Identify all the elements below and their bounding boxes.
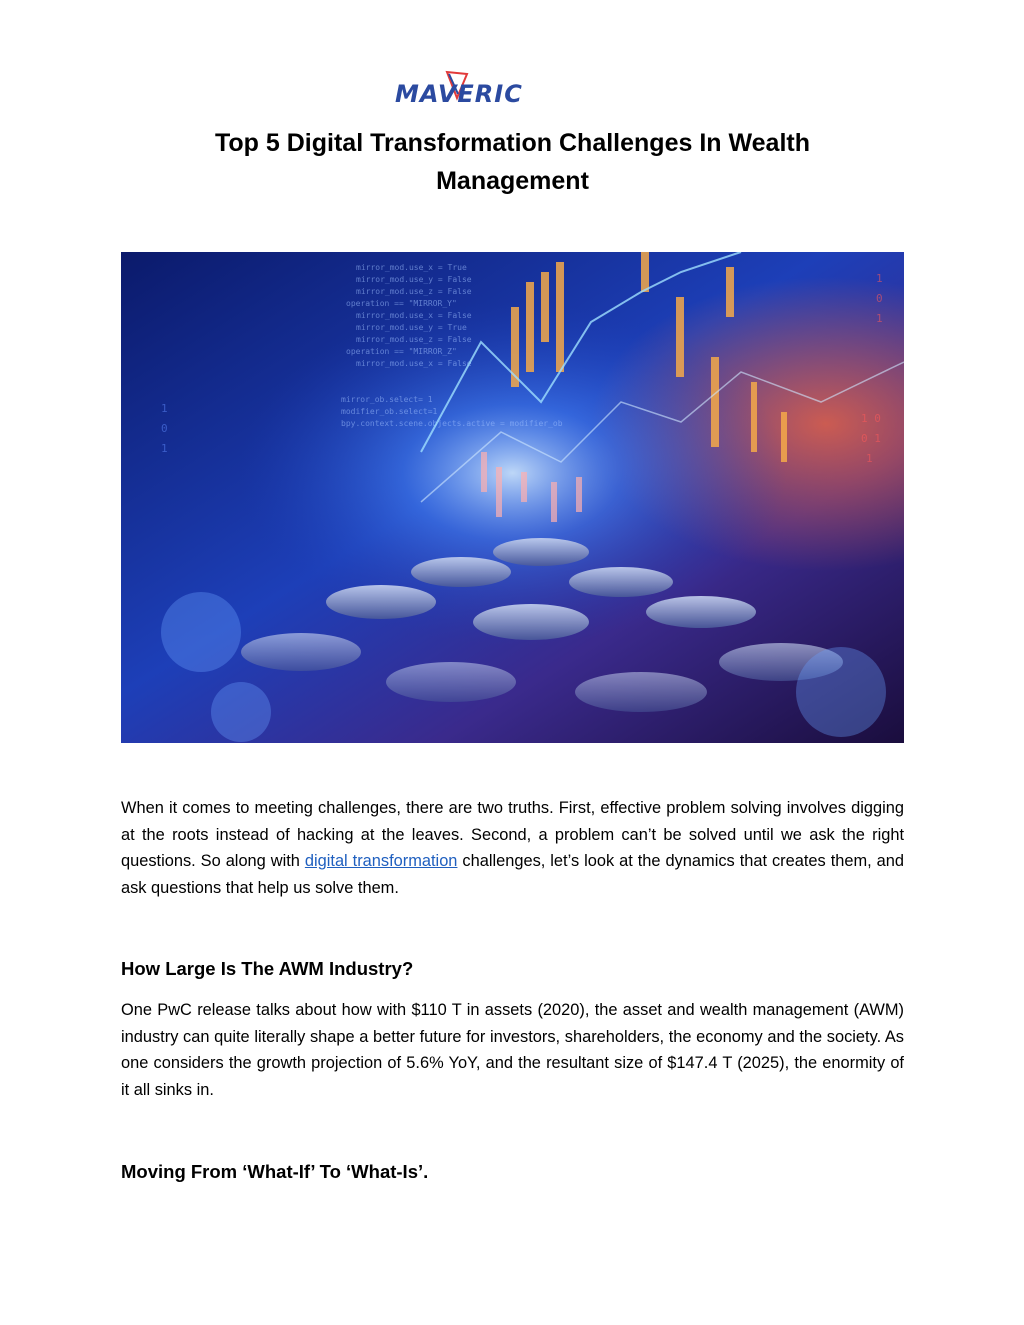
- svg-text:mirror_mod.use_z = False: mirror_mod.use_z = False: [356, 335, 472, 344]
- intro-paragraph: [121, 795, 904, 901]
- svg-text:mirror_mod.use_x = False: mirror_mod.use_x = False: [356, 359, 472, 368]
- svg-text:mirror_mod.use_y = False: mirror_mod.use_y = False: [356, 275, 472, 284]
- page-title-line2: Management: [436, 167, 589, 195]
- awm-industry-paragraph: One PwC release talks about how with $110 T in assets (2020), the asset and wealth management (AWM) industry can quite literally shape a better future for investors, shareholders, the economy and the society. As one considers the growth projection of 5.6% YoY, and the resultant size of $147.4 T (2025), the enormity of it all sinks in.: [121, 1001, 904, 1099]
- svg-text:1: 1: [876, 312, 883, 325]
- svg-text:mirror_mod.use_z = False: mirror_mod.use_z = False: [356, 287, 472, 296]
- svg-text:0: 0: [876, 292, 883, 305]
- svg-text:1: 1: [876, 272, 883, 285]
- hero-image: [121, 252, 904, 743]
- maveric-logo: [395, 66, 551, 112]
- svg-text:mirror_ob.select= 1: mirror_ob.select= 1: [341, 395, 433, 404]
- page-title-line1: Top 5 Digital Transformation Challenges In Wealth: [215, 129, 810, 157]
- svg-text:modifier_ob.select=1: modifier_ob.select=1: [341, 407, 438, 416]
- svg-text:0: 0: [161, 422, 168, 435]
- svg-text:1: 1: [161, 442, 168, 455]
- svg-text:bpy.context.scene.objects.acti: bpy.context.scene.objects.active = modifier_ob: [341, 419, 563, 428]
- section-heading-awm-industry: How Large Is The AWM Industry?: [121, 958, 414, 979]
- svg-text:1: 1: [866, 452, 873, 465]
- section-heading-what-if: Moving From ‘What-If’ To ‘What-Is’.: [121, 1161, 429, 1182]
- svg-text:operation == "MIRROR_Y": operation == "MIRROR_Y": [346, 299, 457, 308]
- svg-text:1 0: 1 0: [861, 412, 881, 425]
- intro-text-after-link: challenges, let’s look at the dynamics that creates them, and ask questions that help us solve them.: [121, 852, 905, 897]
- intro-text-before-link: When it comes to meeting challenges, there are two truths. First, effective problem solving involves digging at the roots instead of hacking at the leaves. Second, a problem can’t be solved until we ask the right questions. So along with: [121, 799, 904, 871]
- logo-text: MAVERIC: [395, 80, 523, 108]
- svg-text:mirror_mod.use_x = True: mirror_mod.use_x = True: [356, 263, 467, 272]
- svg-text:1: 1: [161, 402, 168, 415]
- svg-text:0 1: 0 1: [861, 432, 881, 445]
- svg-text:mirror_mod.use_y = True: mirror_mod.use_y = True: [356, 323, 467, 332]
- page-title: [121, 124, 904, 200]
- digital-transformation-link[interactable]: digital transformation: [304, 852, 458, 871]
- svg-text:mirror_mod.use_x = False: mirror_mod.use_x = False: [356, 311, 472, 320]
- svg-text:operation == "MIRROR_Z": operation == "MIRROR_Z": [346, 347, 457, 356]
